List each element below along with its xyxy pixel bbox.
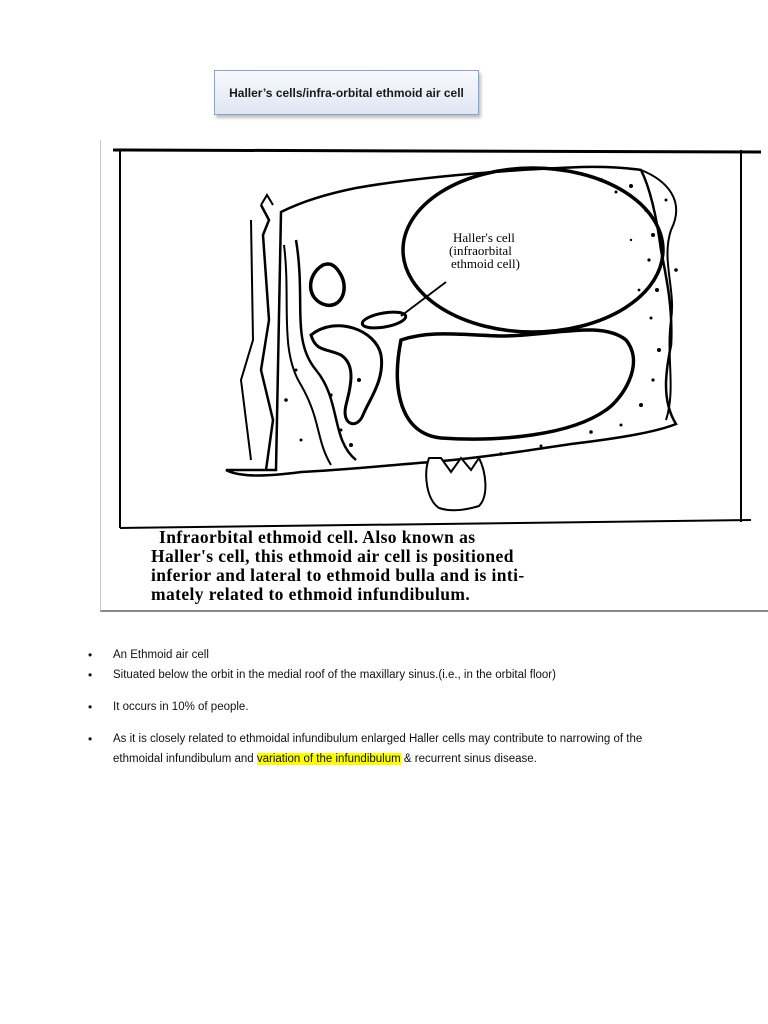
middle-turbinate xyxy=(311,326,382,424)
maxilla-outline xyxy=(226,167,676,476)
caption-line-1: Infraorbital ethmoid cell. Also known as xyxy=(159,527,476,547)
pointer-line xyxy=(401,282,446,316)
ethmoid-bulla xyxy=(311,264,345,305)
figure-caption xyxy=(151,528,751,604)
haller-cell-figure xyxy=(100,140,768,612)
caption-line-2: Haller's cell, this ethmoid air cell is positioned xyxy=(151,546,514,566)
highlighted-text: variation of the infundibulum xyxy=(256,753,401,765)
bone-texture xyxy=(284,178,678,456)
diagram-label-2: (infraorbital xyxy=(449,243,512,258)
title-box xyxy=(214,70,479,115)
diagram-label-3: ethmoid cell) xyxy=(451,256,520,271)
bullet-item: • Situated below the orbit in the medial roof of the maxillary sinus.(i.e., in the orbital floor) xyxy=(86,665,666,685)
nasal-septum xyxy=(261,205,273,470)
bullet-item: • An Ethmoid air cell xyxy=(86,645,666,665)
haller-cell xyxy=(361,309,407,330)
frame-top xyxy=(113,150,761,152)
caption-line-4: mately related to ethmoid infundibulum. xyxy=(151,584,471,604)
bullet-item: • It occurs in 10% of people. xyxy=(86,697,666,717)
bullet-text-before: As it is closely related to ethmoidal infundibulum enlarged Haller cells may contribute to narrowing of the ethmoidal infundibulum and xyxy=(113,733,643,765)
title-text: Haller’s cells/infra-orbital ethmoid air cell xyxy=(229,85,464,100)
tooth xyxy=(426,458,485,510)
bullet-list xyxy=(86,645,666,769)
nasal-septum-2 xyxy=(241,220,253,460)
bullet-text-after: & recurrent sinus disease. xyxy=(400,753,537,765)
orbit xyxy=(403,168,663,332)
maxillary-sinus xyxy=(397,330,633,439)
diagram-label-1: Haller's cell xyxy=(453,230,515,245)
crista-galli xyxy=(261,195,273,205)
bullet-item xyxy=(86,729,666,769)
caption-line-3: inferior and lateral to ethmoid bulla and is inti- xyxy=(151,565,525,585)
